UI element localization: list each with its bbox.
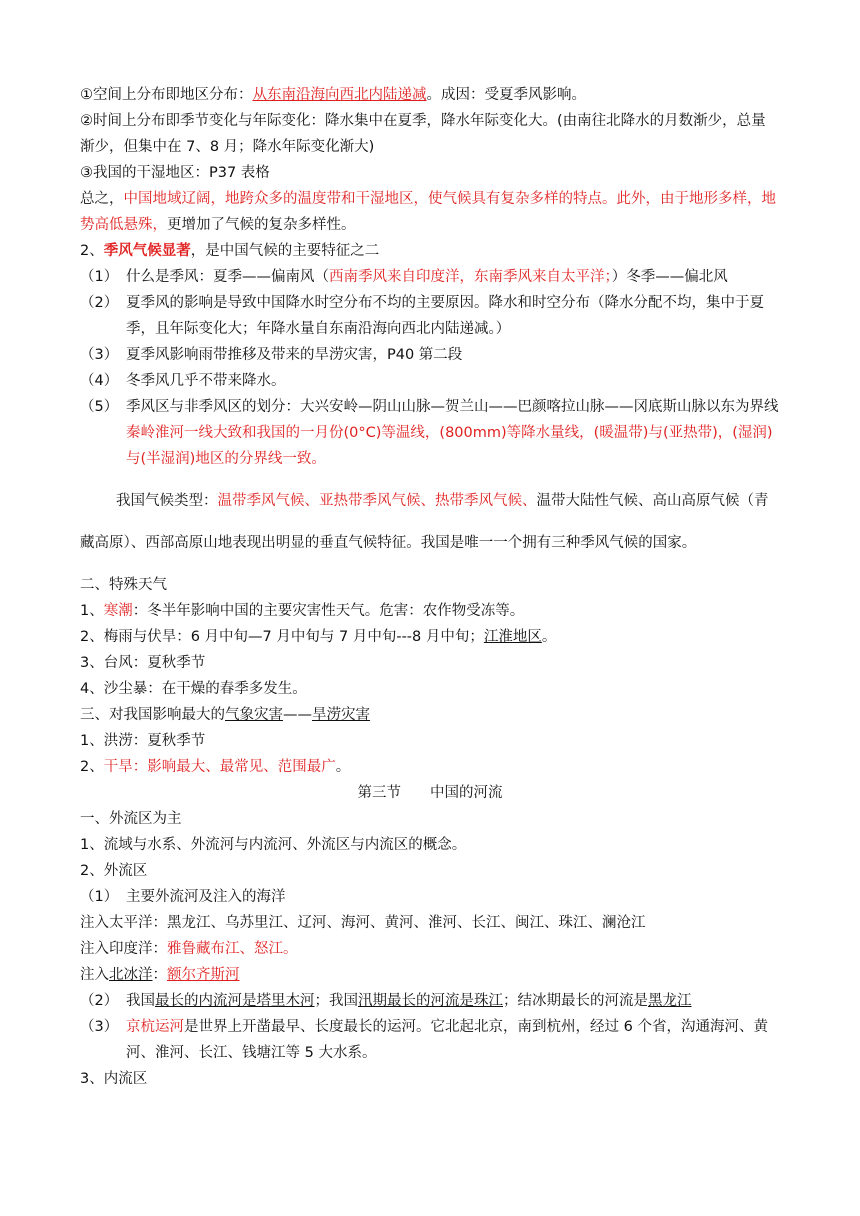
list-text: 主要外流河及注入的海洋 xyxy=(126,889,286,905)
list-text: 夏季风影响雨带推移及带来的旱涝灾害，P40 第二段 xyxy=(126,347,463,363)
list-item: 1、流域与水系、外流河与内流河、外流区与内流区的概念。 xyxy=(80,837,467,853)
list-number: （2） xyxy=(80,993,119,1009)
list-item: 2、干旱：影响最大、最常见、范围最广。 xyxy=(80,759,351,775)
highlight-text: 秦岭淮河一线大致和我国的一月份(0°C)等温线，(800mm)等降水量线，(暖温带)与(亚热带)，(湿润)与(半湿润)地区的分界线一致。 xyxy=(126,425,773,467)
list-text: 冬季风几乎不带来降水。 xyxy=(126,373,286,389)
list-item: 4、沙尘暴：在干燥的春季多发生。 xyxy=(80,681,307,697)
text: 总之， xyxy=(80,191,124,207)
section-heading-monsoon xyxy=(80,238,780,264)
list-item xyxy=(80,988,780,1014)
list-number: （5） xyxy=(80,399,119,415)
list-item: 3、台风：夏秋季节 xyxy=(80,655,206,671)
list-text: 什么是季风：夏季——偏南风（西南季风来自印度洋，东南季风来自太平洋；）冬季——偏北风 xyxy=(126,269,728,285)
text: 2、 xyxy=(80,243,104,259)
text: ①空间上分布即地区分布： xyxy=(80,87,253,103)
text: ，是中国气候的主要特征之二 xyxy=(190,243,380,259)
list-item: 注入北冰洋：额尔齐斯河 xyxy=(80,967,240,983)
list-item: 2、外流区 xyxy=(80,863,148,879)
list-item: 注入太平洋：黑龙江、乌苏里江、辽河、海河、黄河、淮河、长江、闽江、珠江、澜沧江 xyxy=(80,915,646,931)
list-number: （1） xyxy=(80,269,119,285)
paragraph-temporal-distribution: ②时间上分布即季节变化与年际变化：降水集中在夏季，降水年际变化大。(由南往北降水的月数渐少，总量渐少，但集中在 7、8 月；降水年际变化渐大) xyxy=(80,113,766,155)
list-item xyxy=(80,264,780,290)
highlight-text: 从东南沿海向西北内陆递减 xyxy=(252,87,427,103)
list-number: （1） xyxy=(80,889,119,905)
list-item xyxy=(80,394,780,472)
list-text: 我国最长的内流河是塔里木河；我国汛期最长的河流是珠江；结冰期最长的河流是黑龙江 xyxy=(126,993,692,1009)
page-title: 第三节 中国的河流 xyxy=(357,785,503,801)
paragraph-climate-types-cont: 藏高原）、西部高原山地表现出明显的垂直气候特征。我国是唯一一个拥有三种季风气候的国家。 xyxy=(80,535,697,551)
list-item xyxy=(80,368,780,394)
text: 更增加了气候的复杂多样性。 xyxy=(167,217,356,233)
list-item: 2、梅雨与伏旱：6 月中旬—7 月中旬与 7 月中旬---8 月中旬；江淮地区。 xyxy=(80,629,557,645)
list-text: 京杭运河是世界上开凿最早、长度最长的运河。它北起北京，南到杭州，经过 6 个省，沟通海河、黄河、淮河、长江、钱塘江等 5 大水系。 xyxy=(126,1019,768,1061)
list-item xyxy=(80,342,780,368)
paragraph-summary xyxy=(80,186,780,238)
highlight-text: 季风气候显著 xyxy=(103,243,191,259)
list-number: （3） xyxy=(80,1019,119,1035)
list-item: 注入印度洋：雅鲁藏布江、怒江。 xyxy=(80,941,298,957)
list-item: 1、寒潮：冬半年影响中国的主要灾害性天气。危害：农作物受冻等。 xyxy=(80,603,525,619)
list-item: 3、内流区 xyxy=(80,1071,148,1087)
section-heading-outflow: 一、外流区为主 xyxy=(80,811,182,827)
paragraph-climate-types: 我国气候类型：温带季风气候、亚热带季风气候、热带季风气候、温带大陆性气候、高山高原气候（青 xyxy=(116,493,769,509)
document-page xyxy=(80,82,780,1092)
list-text: 夏季风的影响是导致中国降水时空分布不均的主要原因。降水和时空分布（降水分配不均，集中于夏季，且年际变化大；年降水量自东南沿海向西北内陆递减。） xyxy=(126,295,764,337)
list-number: （4） xyxy=(80,373,119,389)
list-text: 季风区与非季风区的划分：大兴安岭—阴山山脉—贺兰山——巴颜喀拉山脉——冈底斯山脉以东为界线 秦岭淮河一线大致和我国的一月份(0°C)等温线，(800mm)等降水量线，(暖温带)与(亚热带)，(湿润)与(半湿润)地区的分界线一致。 xyxy=(126,394,780,472)
paragraph-dry-wet-regions: ③我国的干湿地区：P37 表格 xyxy=(80,165,270,181)
text: 。成因：受夏季风影响。 xyxy=(426,87,586,103)
highlight-text: 中国地域辽阔，地跨众多的温度带和干湿地区，使气候具有复杂多样的特点。此外，由于地形多样，地势高低悬殊， xyxy=(80,191,776,233)
list-item xyxy=(80,884,780,910)
list-item xyxy=(80,1014,780,1066)
section-heading-disasters: 三、对我国影响最大的气象灾害——旱涝灾害 xyxy=(80,707,370,723)
list-number: （3） xyxy=(80,347,119,363)
list-number: （2） xyxy=(80,295,119,311)
list-item: 1、洪涝：夏秋季节 xyxy=(80,733,206,749)
section-heading-special-weather: 二、特殊天气 xyxy=(80,577,167,593)
list-item xyxy=(80,290,780,342)
paragraph-spatial-distribution xyxy=(80,82,780,108)
